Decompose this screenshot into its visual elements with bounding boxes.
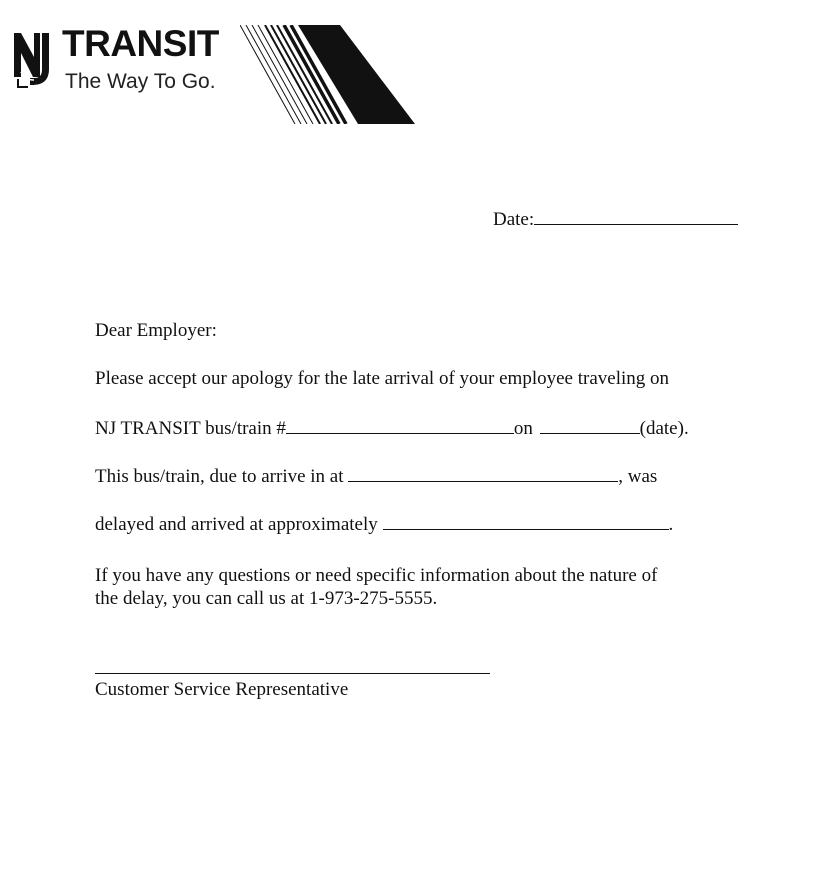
- line2-suffix: (date).: [639, 418, 689, 439]
- salutation: Dear Employer:: [95, 320, 217, 341]
- nj-transit-logo: [12, 20, 412, 124]
- line4-suffix: .: [668, 514, 674, 535]
- line3-suffix: , was: [618, 466, 658, 487]
- diagonal-stripes-graphic: [240, 25, 415, 124]
- arrival-location-blank: [348, 466, 618, 482]
- letter-line-3: [95, 466, 657, 488]
- letter-line-1: Please accept our apology for the late arrival of your employee traveling on: [95, 368, 669, 389]
- nj-monogram-icon: [12, 27, 60, 93]
- date-blank: [534, 209, 738, 225]
- letter-line-4: [95, 514, 673, 536]
- bus-train-number-blank: [286, 418, 514, 434]
- line2-on: on: [513, 418, 533, 439]
- travel-date-blank: [540, 418, 640, 434]
- line3-prefix: This bus/train, due to arrive in at: [95, 466, 344, 487]
- closing-line-1: If you have any questions or need specific information about the nature of: [95, 565, 658, 586]
- signature-title: Customer Service Representative: [95, 679, 349, 700]
- signature-line: [95, 673, 490, 674]
- logo-tagline: The Way To Go.: [65, 70, 216, 93]
- logo-wordmark: TRANSIT: [62, 23, 219, 64]
- date-label: Date:: [493, 209, 535, 230]
- closing-paragraph: [95, 564, 755, 610]
- letter-line-2: [95, 418, 689, 440]
- arrival-time-blank: [383, 514, 669, 530]
- closing-line-2: the delay, you can call us at 1-973-275-5555.: [95, 588, 438, 609]
- line4-prefix: delayed and arrived at approximately: [95, 514, 378, 535]
- line2-prefix: NJ TRANSIT bus/train #: [95, 418, 286, 439]
- date-row: [493, 209, 738, 231]
